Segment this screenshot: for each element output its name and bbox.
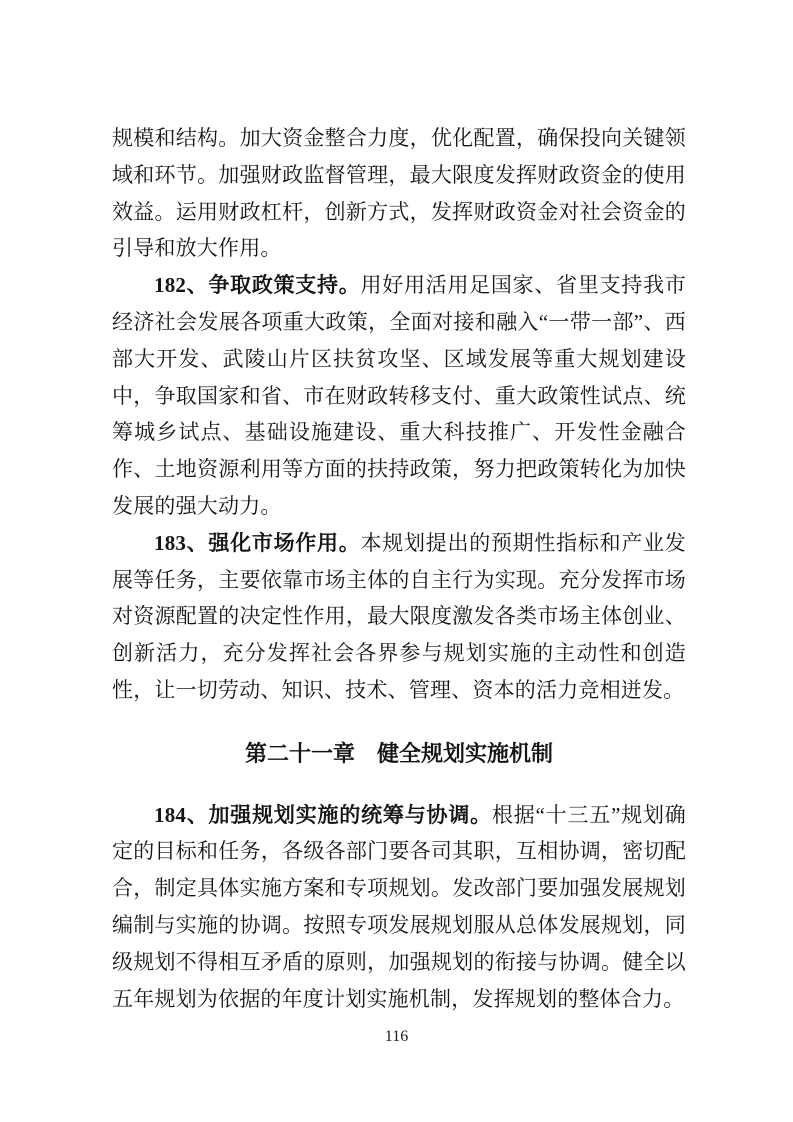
paragraph-182-lead: 182、争取政策支持。 — [154, 273, 361, 298]
paragraph-intro-continuation: 规模和结构。加大资金整合力度，优化配置，确保投向关键领域和环节。加强财政监督管理，最大限度发挥财政资金的使用效益。运用财政杠杆，创新方式，发挥财政资金对社会资金的引导和放大作用。 — [112, 126, 686, 261]
paragraph-184-text: 根据“十三五”规划确定的目标和任务，各级各部门要各司其职，互相协调，密切配合，制定具体实施方案和专项规划。发改部门要加强发展规划编制与实施的协调。按照专项发展规划服从总体发展规划，同级规划不得相互矛盾的原则，加强规划的衔接与协调。健全以五年规划为依据的年度计划实施机制，发挥规划的整体合力。 — [112, 802, 686, 1011]
paragraph-184 — [112, 797, 686, 1018]
page-number: 116 — [384, 1028, 409, 1045]
paragraph-183-text: 本规划提出的预期性指标和产业发展等任务，主要依靠市场主体的自主行为实现。充分发挥市场对资源配置的决定性作用，最大限度激发各类市场主体创业、创新活力，充分发挥社会各界参与规划实施的主动性和创造性，让一切劳动、知识、技术、管理、资本的活力竞相迸发。 — [112, 530, 686, 702]
paragraph-183 — [112, 525, 686, 709]
paragraph-183-lead: 183、强化市场作用。 — [154, 530, 361, 555]
paragraph-182-text: 用好用活用足国家、省里支持我市经济社会发展各项重大政策，全面对接和融入“一带一部”、西部大开发、武陵山片区扶贫攻坚、区域发展等重大规划建设中，争取国家和省、市在财政转移支付、重大政策性试点、统筹城乡试点、基础设施建设、重大科技推广、开发性金融合作、土地资源利用等方面的扶持政策，努力把政策转化为加快发展的强大动力。 — [112, 273, 686, 518]
chapter-21-heading: 第二十一章 健全规划实施机制 — [244, 740, 553, 766]
page-body — [112, 120, 686, 1017]
paragraph-184-lead: 184、加强规划实施的统筹与协调。 — [154, 802, 492, 827]
paragraph-182 — [112, 267, 686, 525]
